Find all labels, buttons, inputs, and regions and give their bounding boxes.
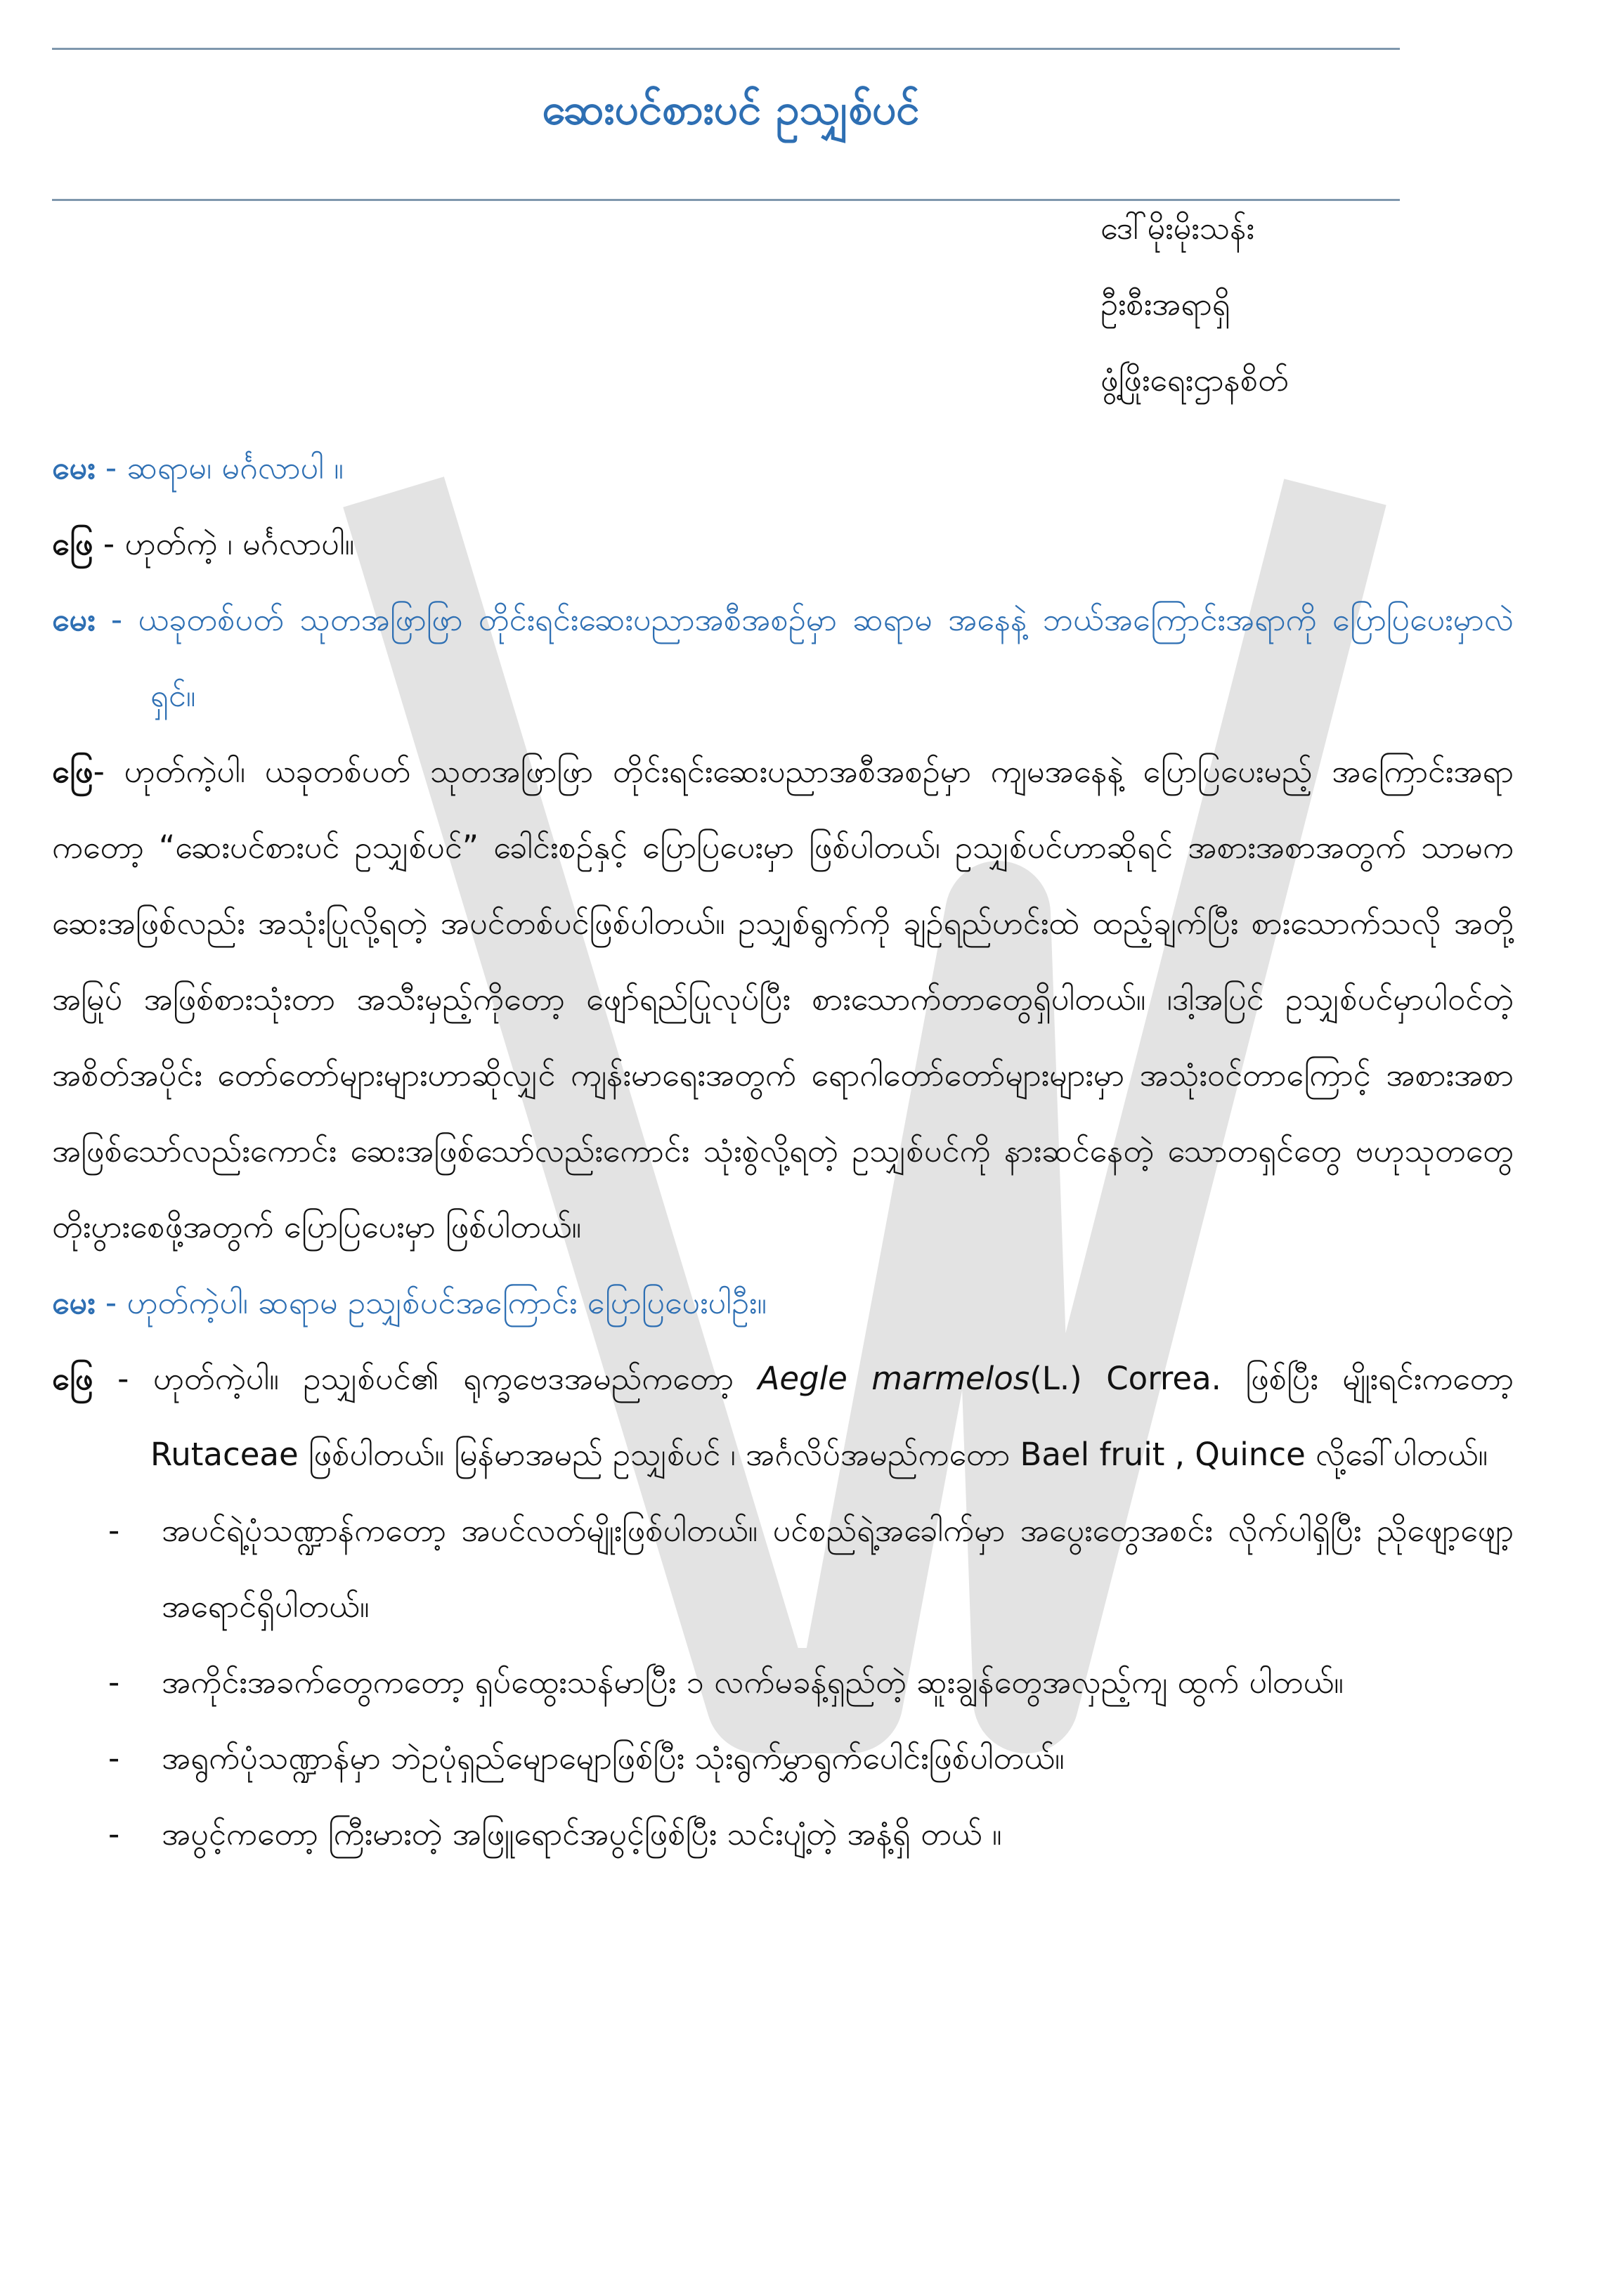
list-item bbox=[52, 1493, 1514, 1644]
top-rule bbox=[52, 48, 1400, 50]
question-text: ယခုတစ်ပတ် သုတအဖြာဖြာ တိုင်းရင်းဆေးပညာအစီအစဉ်မှာ ဆရာမ အနေနဲ့ ဘယ်အကြောင်းအရာကို ပြောပြပေးမှာလဲရှင်။ bbox=[138, 601, 1514, 714]
question-paragraph bbox=[52, 1265, 1514, 1341]
separator: - bbox=[95, 601, 138, 638]
answer-paragraph bbox=[52, 734, 1514, 1265]
question-label: မေး bbox=[52, 601, 96, 638]
separator: - bbox=[93, 525, 125, 562]
dash-marker: - bbox=[108, 1815, 120, 1852]
author-position: ဦးစီးအရာရှိ bbox=[1100, 285, 1230, 323]
scientific-name: Aegle marmelos bbox=[758, 1360, 1030, 1397]
question-label: မေး bbox=[52, 449, 96, 486]
list-item-text: အရွက်ပုံသဏ္ဍာန်မှာ ဘဲဥပုံရှည်မျောမျောဖြစ်ပြီး သုံးရွက်မွှာရွက်ပေါင်းဖြစ်ပါတယ်။ bbox=[162, 1739, 1065, 1777]
question-label: မေး bbox=[52, 1284, 96, 1321]
botanical-answer-paragraph bbox=[52, 1341, 1514, 1493]
question-text: ဟုတ်ကဲ့ပါ၊ ဆရာမ ဥသျှစ်ပင်အကြောင်း ပြောပြပေးပါဦး။ bbox=[126, 1284, 767, 1321]
separator: - bbox=[95, 1284, 127, 1321]
answer-text: ဟုတ်ကဲ့ပါ။ ဥသျှစ်ပင်၏ ရုက္ခဗေဒအမည်ကတော့ bbox=[152, 1360, 758, 1397]
list-item bbox=[52, 1644, 1514, 1720]
list-item-text: အပွင့်ကတော့ ကြီးမားတဲ့ အဖြူရောင်အပွင့်ဖြစ်ပြီး သင်းပျံ့တဲ့ အနံ့ရှိ တယ် ။ bbox=[162, 1815, 1002, 1852]
question-paragraph bbox=[52, 582, 1514, 734]
document-title: ဆေးပင်စားပင် ဥသျှစ်ပင် bbox=[542, 85, 920, 134]
list-item-text: အပင်ရဲ့ပုံသဏ္ဍာန်ကတော့ အပင်လတ်မျိုးဖြစ်ပါတယ်။ ပင်စည်ရဲ့အခေါက်မှာ အပွေးတွေအစင်း လိုက်ပါရှိပြီး ညိုဖျော့ဖျော့ အရောင်ရှိပါတယ်။ bbox=[162, 1512, 1514, 1625]
answer-text: ဟုတ်ကဲ့ပါ၊ ယခုတစ်ပတ် သုတအဖြာဖြာ တိုင်းရင်းဆေးပညာအစီအစဉ်မှာ ကျမအနေနဲ့ ပြောပြပေးမည့် အကြောင်းအရာကတော့ “ဆေးပင်စားပင် ဥသျှစ်ပင်” ခေါင်းစဉ်နှင့် ပြောပြပေးမှာ ဖြစ်ပါတယ်၊ ဥသျှစ်ပင်ဟာဆိုရင် အစားအစာအတွက် သာမက ဆေးအဖြစ်လည်း အသုံးပြုလို့ရတဲ့ အပင်တစ်ပင်ဖြစ်ပါတယ်။ ဥသျှစ်ရွက်ကို ချဉ်ရည်ဟင်းထဲ ထည့်ချက်ပြီး စားသောက်သလို အတို့အမြုပ် အဖြစ်စားသုံးတာ အသီးမှည့်ကိုတော့ ဖျော်ရည်ပြုလုပ်ပြီး စားသောက်တာတွေရှိပါတယ်။ ၊ဒါ့အပြင် ဥသျှစ်ပင်မှာပါဝင်တဲ့ အစိတ်အပိုင်း တော်တော်များများဟာဆိုလျှင် ကျန်းမာရေးအတွက် ရောဂါတော်တော်များများမှာ အသုံးဝင်တာကြောင့် အစားအစာအဖြစ်သော်လည်းကောင်း ဆေးအဖြစ်သော်လည်းကောင်း သုံးစွဲလို့ရတဲ့ ဥသျှစ်ပင်ကို နားဆင်နေတဲ့ သောတရှင်တွေ ဗဟုသုတတွေ တိုးပွားစေဖို့အတွက် ပြောပြပေးမှာ ဖြစ်ပါတယ်။ bbox=[52, 753, 1514, 1245]
answer-label: ဖြေ bbox=[52, 1360, 93, 1397]
list-item bbox=[52, 1720, 1514, 1796]
separator: - bbox=[95, 449, 127, 486]
answer-label: ဖြေ bbox=[52, 525, 93, 562]
separator: - bbox=[93, 1360, 153, 1397]
dash-marker: - bbox=[108, 1512, 120, 1549]
dash-marker: - bbox=[108, 1663, 120, 1701]
answer-text-continued: (L.) Correa. ဖြစ်ပြီး မျိုးရင်းကတော့ Rutaceae ဖြစ်ပါတယ်။ မြန်မာအမည် ဥသျှစ်ပင် ၊ အင်္ဂလိပ်အမည်ကတော Bael fruit , Quince လို့ခေါ်ပါတယ်။ bbox=[150, 1360, 1514, 1473]
author-department: ဖွံ့ဖြိုးရေးဌာနစိတ် bbox=[1100, 361, 1289, 398]
author-name: ဒေါ်မိုးမိုးသန်း bbox=[1100, 209, 1254, 247]
question-paragraph bbox=[52, 430, 1514, 506]
separator: - bbox=[93, 753, 124, 790]
list-item-text: အကိုင်းအခက်တွေကတော့ ရှပ်ထွေးသန်မာပြီး ၁ လက်မခန့်ရှည်တဲ့ ဆူးချွန်တွေအလှည့်ကျ ထွက် ပါတယ်။ bbox=[162, 1663, 1344, 1701]
answer-label: ဖြေ bbox=[52, 753, 93, 790]
bottom-rule bbox=[52, 199, 1400, 201]
list-item bbox=[52, 1796, 1514, 1872]
dash-marker: - bbox=[108, 1739, 120, 1777]
answer-paragraph bbox=[52, 506, 1514, 582]
answer-text: ဟုတ်ကဲ့ ၊ မင်္ဂလာပါ။ bbox=[124, 525, 355, 562]
question-text: ဆရာမ၊ မင်္ဂလာပါ ။ bbox=[126, 449, 344, 486]
interview-content bbox=[52, 430, 1514, 1872]
